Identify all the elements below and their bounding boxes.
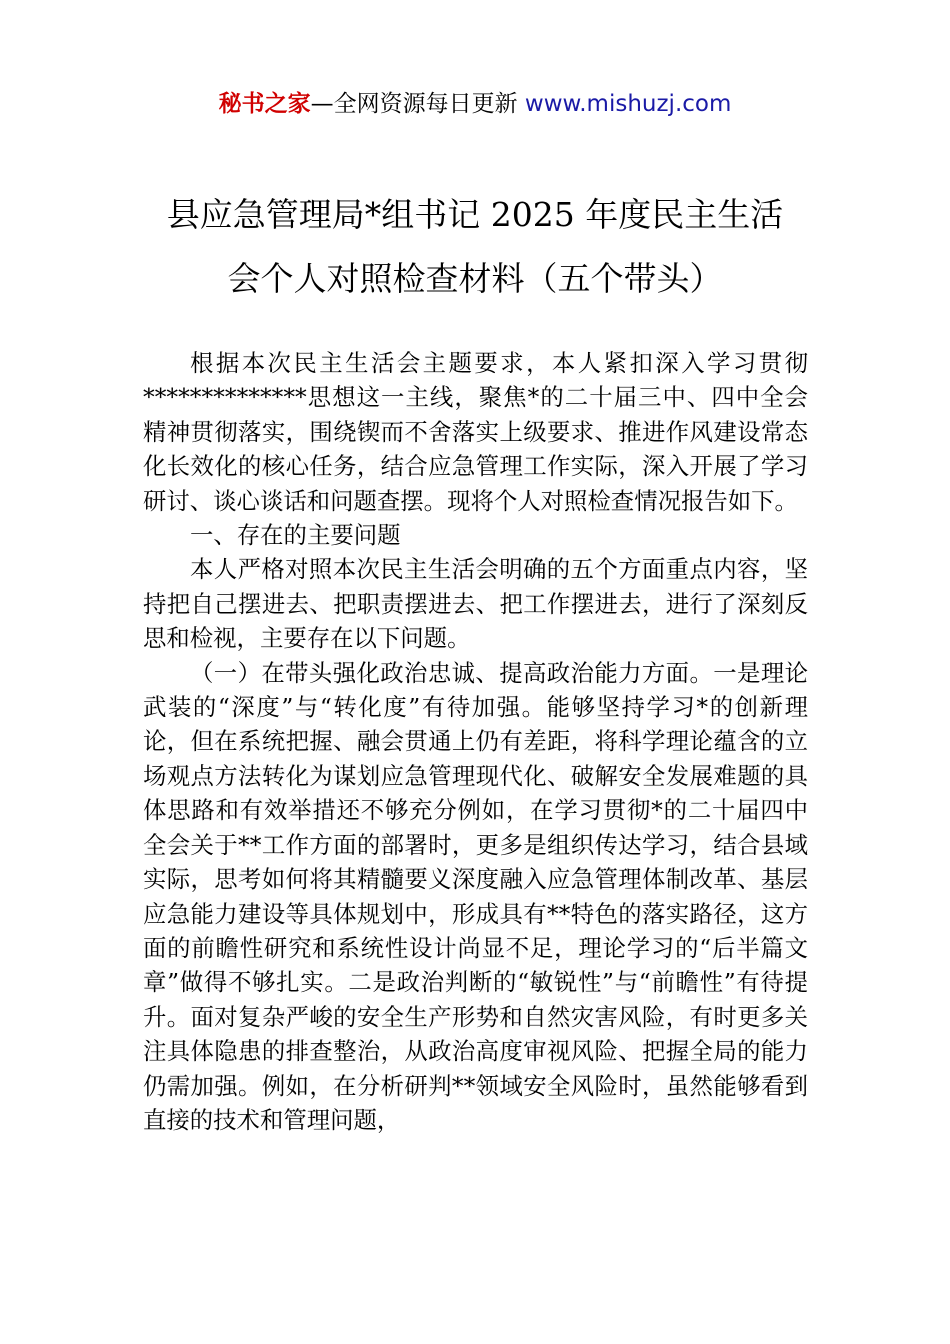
site-url[interactable]: www.mishuzj.com bbox=[524, 91, 732, 117]
section-heading: 一、存在的主要问题 bbox=[190, 521, 401, 550]
site-header bbox=[0, 88, 950, 120]
title-line-1: 县应急管理局*组书记 2025 年度民主生活 bbox=[166, 195, 784, 234]
subsection-paragraph: （一）在带头强化政治忠诚、提高政治能力方面。一是理论武装的“深度”与“转化度”有待加强。能够坚持学习*的创新理论，但在系统把握、融会贯通上仍有差距，将科学理论蕴含的立场观点方法转化为谋划应急管理现代化、破解安全发展难题的具体思路和有效举措还不够充分例如，在学习贯彻*的二十届四中全会关于**工作方面的部署时，更多是组织传达学习，结合县域实际，思考如何将其精髓要义深度融入应急管理体制改革、基层应急能力建设等具体规划中，形成具有**特色的落实路径，这方面的前瞻性研究和系统性设计尚显不足，理论学习的“后半篇文章”做得不够扎实。二是政治判断的“敏锐性”与“前瞻性”有待提升。面对复杂严峻的安全生产形势和自然灾害风险，有时更多关注具体隐患的排查整治，从政治高度审视风险、把握全局的能力仍需加强。例如，在分析研判**领域安全风险时，虽然能够看到直接的技术和管理问题， bbox=[143, 658, 808, 1134]
brand-name: 秘书之家 bbox=[218, 91, 311, 117]
intro-paragraph: 根据本次民主生活会主题要求，本人紧扣深入学习贯彻**************思想这一主线，聚焦*的二十届三中、四中全会精神贯彻落实，围绕锲而不舍落实上级要求、推进作风建设常态化长效化的核心任务，结合应急管理工作实际，深入开展了学习研讨、谈心谈话和问题查摆。现将个人对照检查情况报告如下。 bbox=[143, 349, 808, 515]
section-paragraph: 本人严格对照本次民主生活会明确的五个方面重点内容，坚持把自己摆进去、把职责摆进去、把工作摆进去，进行了深刻反思和检视，主要存在以下问题。 bbox=[143, 555, 808, 653]
document-title bbox=[95, 183, 855, 311]
title-line-2: 会个人对照检查材料（五个带头） bbox=[227, 259, 723, 298]
document-body bbox=[143, 346, 808, 1137]
header-tagline: —全网资源每日更新 bbox=[310, 91, 525, 117]
